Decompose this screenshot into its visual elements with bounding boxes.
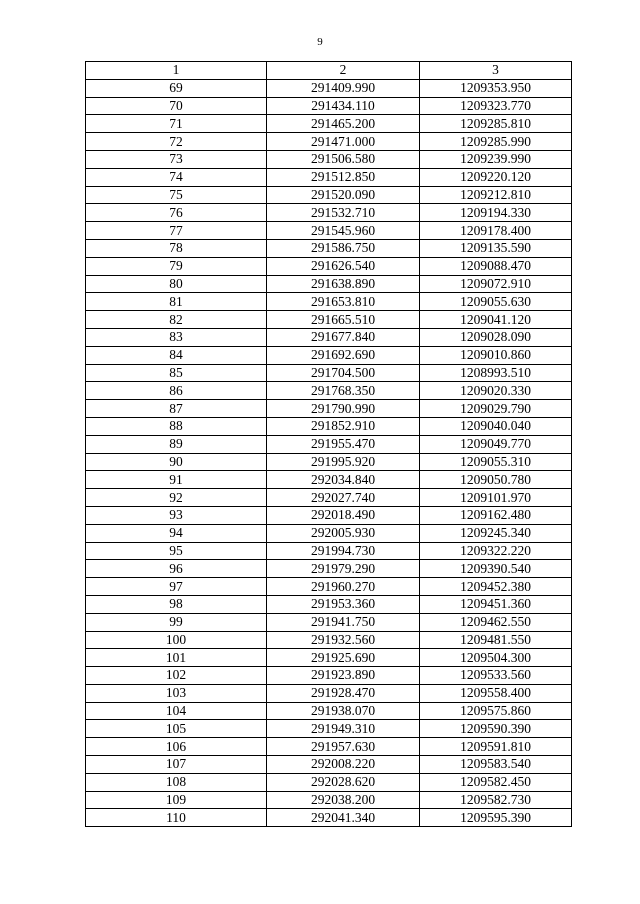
- point-number-cell: 95: [86, 542, 267, 560]
- table-row: [86, 400, 572, 418]
- x-coordinate-cell: 291790.990: [267, 400, 420, 418]
- y-coordinate-cell: 1209212.810: [420, 186, 572, 204]
- table-row: [86, 168, 572, 186]
- page-number: 9: [317, 36, 323, 48]
- point-number-cell: 96: [86, 560, 267, 578]
- y-coordinate-cell: 1209590.390: [420, 720, 572, 738]
- x-coordinate-cell: 291434.110: [267, 97, 420, 115]
- y-coordinate-cell: 1208993.510: [420, 364, 572, 382]
- column-header-2: 2: [267, 62, 420, 80]
- point-number-cell: 108: [86, 773, 267, 791]
- point-number-cell: 89: [86, 435, 267, 453]
- point-number-cell: 77: [86, 222, 267, 240]
- point-number-cell: 79: [86, 257, 267, 275]
- y-coordinate-cell: 1209020.330: [420, 382, 572, 400]
- point-number-cell: 73: [86, 150, 267, 168]
- table-header-row: [86, 62, 572, 80]
- point-number-cell: 105: [86, 720, 267, 738]
- x-coordinate-cell: 292034.840: [267, 471, 420, 489]
- x-coordinate-cell: 291953.360: [267, 595, 420, 613]
- coordinates-table: [85, 61, 572, 827]
- y-coordinate-cell: 1209239.990: [420, 150, 572, 168]
- y-coordinate-cell: 1209575.860: [420, 702, 572, 720]
- x-coordinate-cell: 291665.510: [267, 311, 420, 329]
- x-coordinate-cell: 291960.270: [267, 578, 420, 596]
- y-coordinate-cell: 1209533.560: [420, 667, 572, 685]
- column-header-1: 1: [86, 62, 267, 80]
- x-coordinate-cell: 291586.750: [267, 239, 420, 257]
- point-number-cell: 83: [86, 328, 267, 346]
- table-row: [86, 595, 572, 613]
- x-coordinate-cell: 292008.220: [267, 756, 420, 774]
- x-coordinate-cell: 291852.910: [267, 417, 420, 435]
- point-number-cell: 87: [86, 400, 267, 418]
- table-row: [86, 667, 572, 685]
- point-number-cell: 72: [86, 133, 267, 151]
- y-coordinate-cell: 1209481.550: [420, 631, 572, 649]
- y-coordinate-cell: 1209178.400: [420, 222, 572, 240]
- x-coordinate-cell: 291925.690: [267, 649, 420, 667]
- y-coordinate-cell: 1209390.540: [420, 560, 572, 578]
- table-row: [86, 524, 572, 542]
- x-coordinate-cell: 291471.000: [267, 133, 420, 151]
- x-coordinate-cell: 291979.290: [267, 560, 420, 578]
- y-coordinate-cell: 1209504.300: [420, 649, 572, 667]
- y-coordinate-cell: 1209322.220: [420, 542, 572, 560]
- point-number-cell: 90: [86, 453, 267, 471]
- point-number-cell: 107: [86, 756, 267, 774]
- table-row: [86, 257, 572, 275]
- point-number-cell: 97: [86, 578, 267, 596]
- y-coordinate-cell: 1209582.730: [420, 791, 572, 809]
- point-number-cell: 99: [86, 613, 267, 631]
- table-row: [86, 773, 572, 791]
- point-number-cell: 91: [86, 471, 267, 489]
- table-row: [86, 649, 572, 667]
- table-row: [86, 506, 572, 524]
- point-number-cell: 100: [86, 631, 267, 649]
- point-number-cell: 101: [86, 649, 267, 667]
- y-coordinate-cell: 1209041.120: [420, 311, 572, 329]
- point-number-cell: 85: [86, 364, 267, 382]
- point-number-cell: 109: [86, 791, 267, 809]
- x-coordinate-cell: 291995.920: [267, 453, 420, 471]
- x-coordinate-cell: 291626.540: [267, 257, 420, 275]
- table-row: [86, 702, 572, 720]
- x-coordinate-cell: 292005.930: [267, 524, 420, 542]
- y-coordinate-cell: 1209101.970: [420, 489, 572, 507]
- y-coordinate-cell: 1209285.810: [420, 115, 572, 133]
- y-coordinate-cell: 1209595.390: [420, 809, 572, 827]
- table-row: [86, 150, 572, 168]
- point-number-cell: 75: [86, 186, 267, 204]
- x-coordinate-cell: 291506.580: [267, 150, 420, 168]
- table-row: [86, 453, 572, 471]
- x-coordinate-cell: 291994.730: [267, 542, 420, 560]
- point-number-cell: 82: [86, 311, 267, 329]
- x-coordinate-cell: 291677.840: [267, 328, 420, 346]
- table-row: [86, 578, 572, 596]
- table-row: [86, 684, 572, 702]
- point-number-cell: 69: [86, 79, 267, 97]
- table-row: [86, 791, 572, 809]
- table-row: [86, 435, 572, 453]
- y-coordinate-cell: 1209451.360: [420, 595, 572, 613]
- table-row: [86, 471, 572, 489]
- y-coordinate-cell: 1209353.950: [420, 79, 572, 97]
- y-coordinate-cell: 1209028.090: [420, 328, 572, 346]
- table-row: [86, 222, 572, 240]
- table-row: [86, 417, 572, 435]
- table-row: [86, 364, 572, 382]
- y-coordinate-cell: 1209162.480: [420, 506, 572, 524]
- x-coordinate-cell: 291941.750: [267, 613, 420, 631]
- y-coordinate-cell: 1209452.380: [420, 578, 572, 596]
- table-row: [86, 239, 572, 257]
- x-coordinate-cell: 291955.470: [267, 435, 420, 453]
- point-number-cell: 88: [86, 417, 267, 435]
- y-coordinate-cell: 1209582.450: [420, 773, 572, 791]
- column-header-3: 3: [420, 62, 572, 80]
- x-coordinate-cell: 291928.470: [267, 684, 420, 702]
- table-row: [86, 560, 572, 578]
- point-number-cell: 104: [86, 702, 267, 720]
- x-coordinate-cell: 291465.200: [267, 115, 420, 133]
- x-coordinate-cell: 292041.340: [267, 809, 420, 827]
- table-row: [86, 204, 572, 222]
- x-coordinate-cell: 292027.740: [267, 489, 420, 507]
- y-coordinate-cell: 1209050.780: [420, 471, 572, 489]
- point-number-cell: 71: [86, 115, 267, 133]
- x-coordinate-cell: 292028.620: [267, 773, 420, 791]
- table-row: [86, 738, 572, 756]
- point-number-cell: 86: [86, 382, 267, 400]
- table-row: [86, 613, 572, 631]
- x-coordinate-cell: 291692.690: [267, 346, 420, 364]
- point-number-cell: 92: [86, 489, 267, 507]
- table-row: [86, 275, 572, 293]
- point-number-cell: 80: [86, 275, 267, 293]
- point-number-cell: 103: [86, 684, 267, 702]
- y-coordinate-cell: 1209583.540: [420, 756, 572, 774]
- x-coordinate-cell: 291949.310: [267, 720, 420, 738]
- y-coordinate-cell: 1209055.630: [420, 293, 572, 311]
- x-coordinate-cell: 291704.500: [267, 364, 420, 382]
- x-coordinate-cell: 291409.990: [267, 79, 420, 97]
- y-coordinate-cell: 1209558.400: [420, 684, 572, 702]
- table-row: [86, 115, 572, 133]
- x-coordinate-cell: 291957.630: [267, 738, 420, 756]
- point-number-cell: 94: [86, 524, 267, 542]
- table-row: [86, 542, 572, 560]
- point-number-cell: 98: [86, 595, 267, 613]
- y-coordinate-cell: 1209285.990: [420, 133, 572, 151]
- y-coordinate-cell: 1209323.770: [420, 97, 572, 115]
- point-number-cell: 74: [86, 168, 267, 186]
- table-row: [86, 293, 572, 311]
- point-number-cell: 70: [86, 97, 267, 115]
- y-coordinate-cell: 1209194.330: [420, 204, 572, 222]
- y-coordinate-cell: 1209088.470: [420, 257, 572, 275]
- table-row: [86, 809, 572, 827]
- point-number-cell: 84: [86, 346, 267, 364]
- point-number-cell: 106: [86, 738, 267, 756]
- x-coordinate-cell: 291923.890: [267, 667, 420, 685]
- x-coordinate-cell: 291653.810: [267, 293, 420, 311]
- y-coordinate-cell: 1209010.860: [420, 346, 572, 364]
- point-number-cell: 110: [86, 809, 267, 827]
- point-number-cell: 93: [86, 506, 267, 524]
- y-coordinate-cell: 1209135.590: [420, 239, 572, 257]
- point-number-cell: 81: [86, 293, 267, 311]
- x-coordinate-cell: 291520.090: [267, 186, 420, 204]
- x-coordinate-cell: 291512.850: [267, 168, 420, 186]
- y-coordinate-cell: 1209040.040: [420, 417, 572, 435]
- table-row: [86, 720, 572, 738]
- table-row: [86, 328, 572, 346]
- y-coordinate-cell: 1209049.770: [420, 435, 572, 453]
- table-row: [86, 97, 572, 115]
- table-row: [86, 133, 572, 151]
- x-coordinate-cell: 292018.490: [267, 506, 420, 524]
- table-row: [86, 346, 572, 364]
- x-coordinate-cell: 291768.350: [267, 382, 420, 400]
- x-coordinate-cell: 291932.560: [267, 631, 420, 649]
- table-row: [86, 311, 572, 329]
- table-row: [86, 631, 572, 649]
- table-body: [86, 79, 572, 826]
- x-coordinate-cell: 291545.960: [267, 222, 420, 240]
- point-number-cell: 76: [86, 204, 267, 222]
- y-coordinate-cell: 1209072.910: [420, 275, 572, 293]
- y-coordinate-cell: 1209055.310: [420, 453, 572, 471]
- x-coordinate-cell: 291938.070: [267, 702, 420, 720]
- x-coordinate-cell: 292038.200: [267, 791, 420, 809]
- table-row: [86, 186, 572, 204]
- y-coordinate-cell: 1209245.340: [420, 524, 572, 542]
- table-row: [86, 489, 572, 507]
- point-number-cell: 102: [86, 667, 267, 685]
- table-row: [86, 382, 572, 400]
- y-coordinate-cell: 1209462.550: [420, 613, 572, 631]
- x-coordinate-cell: 291532.710: [267, 204, 420, 222]
- x-coordinate-cell: 291638.890: [267, 275, 420, 293]
- point-number-cell: 78: [86, 239, 267, 257]
- y-coordinate-cell: 1209029.790: [420, 400, 572, 418]
- y-coordinate-cell: 1209220.120: [420, 168, 572, 186]
- y-coordinate-cell: 1209591.810: [420, 738, 572, 756]
- table-row: [86, 79, 572, 97]
- table-row: [86, 756, 572, 774]
